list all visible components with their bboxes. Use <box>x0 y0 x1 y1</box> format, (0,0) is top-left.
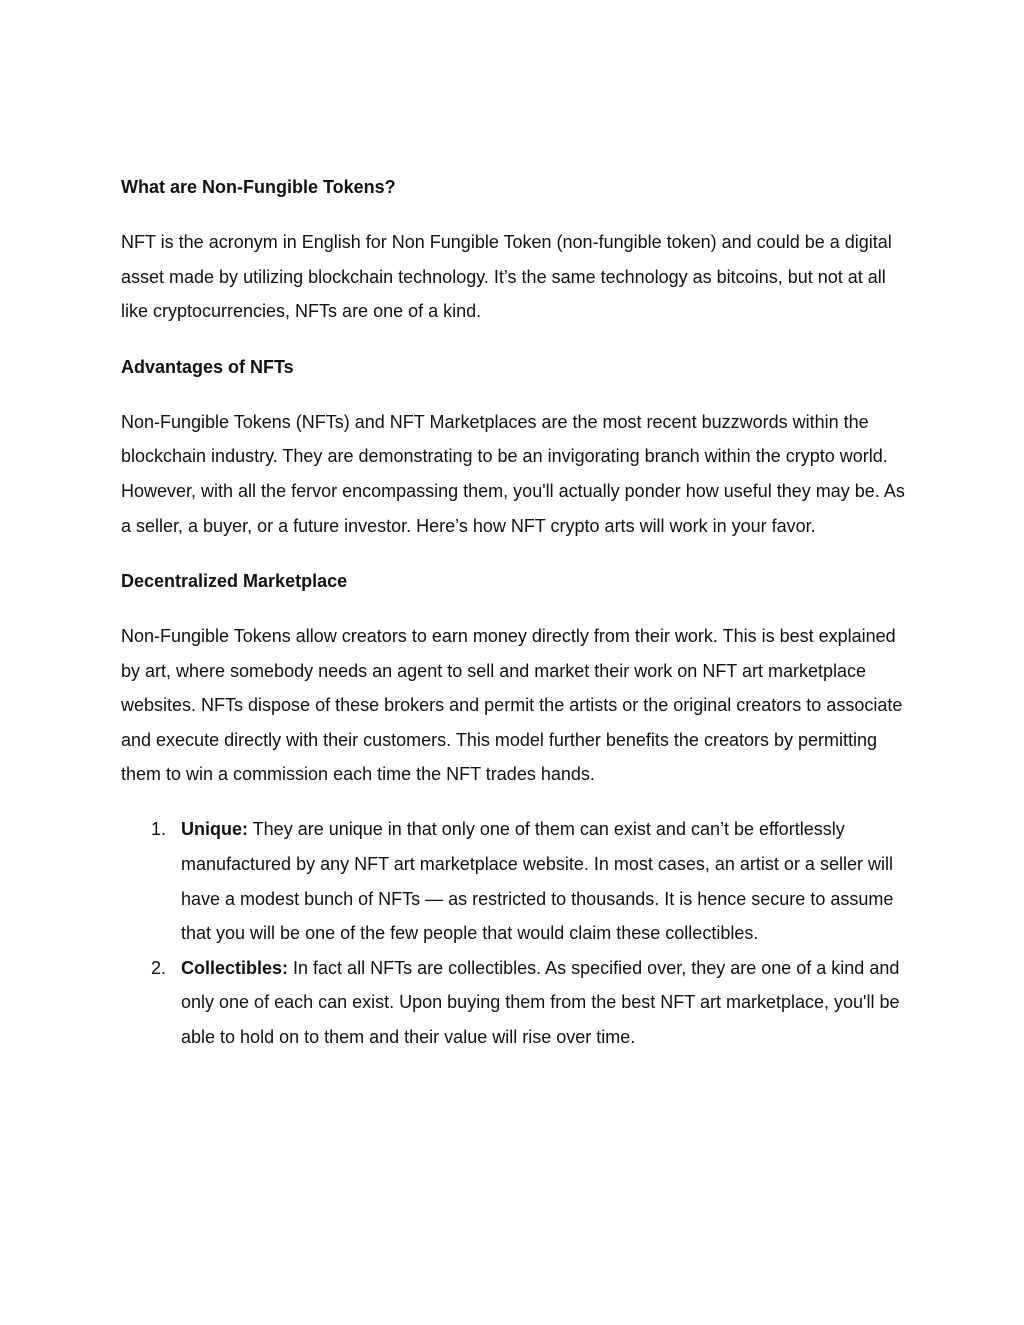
list-term: Collectibles: <box>181 957 289 978</box>
list-term: Unique: <box>181 819 248 840</box>
heading-decentralized-marketplace: Decentralized Marketplace <box>121 570 348 591</box>
list-text: In fact all NFTs are collectibles. As specified over, they are one of a kind and only one of each can exist. Upon buying them from the best NFT art marketplace, you'll be able to hold on to them and their value will rise over time. <box>181 957 900 1048</box>
heading-advantages: Advantages of NFTs <box>121 356 294 377</box>
list-text: They are unique in that only one of them can exist and can’t be effortlessly manufactured by any NFT art marketplace website. In most cases, an artist or a seller will have a modest bunch of NFTs — as restricted to thousands. It is hence secure to assume that you will be one of the few people that would claim these collectibles. <box>181 819 894 944</box>
list-number: 1. <box>151 819 167 840</box>
paragraph-nft-definition: NFT is the acronym in English for Non Fungible Token (non-fungible token) and could be a digital asset made by utilizing blockchain technology. It’s the same technology as bitcoins, but not at all like cryptocurrencies, NFTs are one of a kind. <box>121 232 892 322</box>
document-page <box>121 170 911 1055</box>
paragraph-decentralized-marketplace: Non-Fungible Tokens allow creators to earn money directly from their work. This is best explained by art, where somebody needs an agent to sell and market their work on NFT art marketplace websites. NFTs dispose of these brokers and permit the artists or the original creators to associate and execute directly with their customers. This model further benefits the creators by permitting them to win a commission each time the NFT trades hands. <box>121 625 903 785</box>
paragraph-advantages: Non-Fungible Tokens (NFTs) and NFT Marketplaces are the most recent buzzwords within the blockchain industry. They are demonstrating to be an invigorating branch within the crypto world. However, with all the fervor encompassing them, you'll actually ponder how useful they may be. As a seller, a buyer, or a future investor. Here’s how NFT crypto arts will work in your favor. <box>121 411 905 536</box>
numbered-list <box>121 812 911 1054</box>
heading-what-are-nfts: What are Non-Fungible Tokens? <box>121 177 396 197</box>
list-item <box>121 812 911 950</box>
list-number: 2. <box>151 957 167 978</box>
list-item <box>121 951 911 1055</box>
